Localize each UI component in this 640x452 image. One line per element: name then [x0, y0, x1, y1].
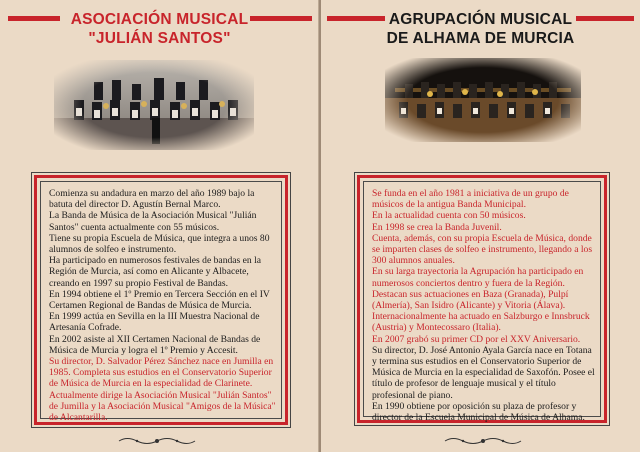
paragraph: En 2007 grabó su primer CD por el XXV Aniversario. — [372, 333, 581, 345]
ornament-icon — [443, 436, 523, 446]
page-title: ASOCIACIÓN MUSICAL "JULIÁN SANTOS" — [70, 11, 249, 47]
band-photo — [54, 60, 254, 150]
page-title: AGRUPACIÓN MUSICAL DE ALHAMA DE MURCIA — [386, 11, 575, 47]
paragraph: En la actualidad cuenta con 50 músicos. — [372, 210, 526, 222]
band-photo — [385, 58, 581, 142]
paragraph: Ha participado en numerosos festivales de bandas en la Región de Murcia, así como en Alicante y Albacete, creando en 1997 su propio Festival de Bandas. — [49, 255, 262, 289]
director-paragraph: Su director, D. Salvador Pérez Sánchez nace en Jumilla en 1985. Completa sus estudios en el Conservatorio Superior de Música de Murcia en la especialidad de Clarinete. Actualmente dirige la Asociación Musical "Julián Santos" de Jumilla y la Asociación Musical "Amigos de la Música" de Alcantarilla. — [49, 356, 276, 424]
paragraph: En 2002 asiste al XII Certamen Nacional de Bandas de Música de Murcia y logra el 1º Premio y Accesit. — [49, 333, 261, 356]
paragraph: Comienza su andadura en marzo del año 1989 bajo la batuta del director D. Agustín Bernal Marco. — [49, 188, 255, 211]
ornament-icon — [117, 436, 197, 446]
info-text — [49, 188, 277, 423]
paragraph: Se funda en el año 1981 a iniciativa de un grupo de músicos de la antigua Banda Municipal. — [372, 188, 569, 211]
left-header — [0, 10, 319, 54]
right-page — [321, 0, 640, 452]
paragraph: La Banda de Música de la Asociación Musical "Julián Santos" cuenta actualmente con 55 músicos. — [49, 210, 257, 233]
paragraph: Tiene su propia Escuela de Música, que integra a unos 80 alumnos de solfeo e instrumento. — [49, 232, 270, 256]
right-header — [321, 10, 640, 54]
paragraph: Cuenta, además, con su propia Escuela de Música, donde se imparten clases de solfeo e instrumento, llegando a los 300 alumnos anuales. — [372, 232, 593, 267]
director-paragraph: Su director, D. José Antonio Ayala García nace en Totana y termina sus estudios en el Conservatorio Superior de Música de Murcia en la especialidad de Saxofón. Posee el título de profesor de lenguaje musical y el título profesional de piano. — [372, 344, 595, 401]
paragraph: En 1994 obtiene el 1º Premio en Tercera Sección en el IV Certamen Regional de Bandas de Música de Murcia. — [49, 288, 270, 312]
info-text — [372, 188, 598, 423]
paragraph: En 1999 actúa en Sevilla en la III Muestra Nacional de Artesanía Cofrade. — [49, 311, 260, 334]
info-box — [34, 175, 288, 425]
left-page — [0, 0, 319, 452]
paragraph: En 1990 obtiene por oposición su plaza de profesor y director de la Escuela Municipal de Música de Alhama. — [372, 400, 585, 424]
info-box — [357, 175, 607, 423]
paragraph: En su larga trayectoria la Agrupación ha participado en numerosos conciertos dentro y fuera de la Región. Destacan sus actuaciones en Baza (Granada), Pulpí (Almería), San Isidro (Alicante) y Vitoria (Álava). Internacionalmente ha actuado en Salzburgo e Innsbruck (Austria) y Montecossaro (Italia). — [372, 266, 590, 334]
paragraph: En 1998 se crea la Banda Juvenil. — [372, 221, 502, 233]
